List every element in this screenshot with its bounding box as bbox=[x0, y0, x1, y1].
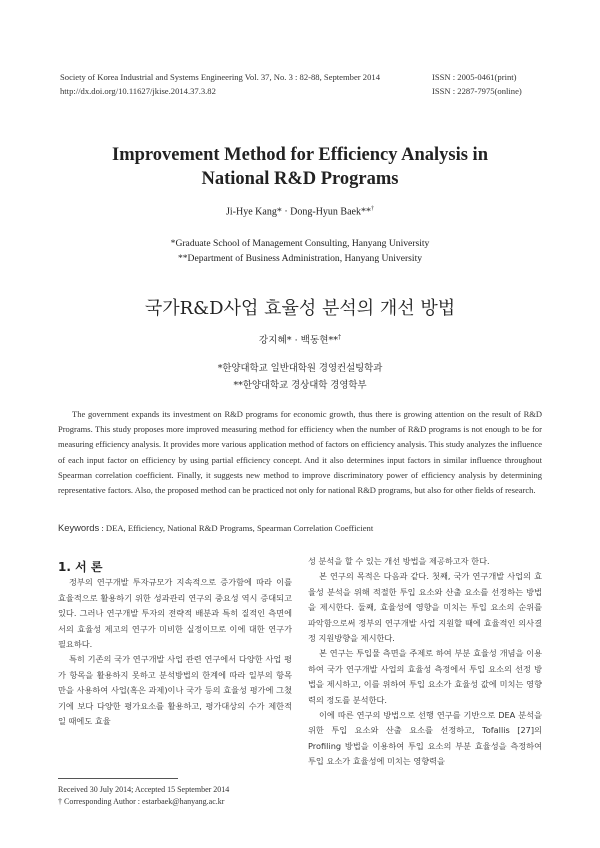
keywords-list: : DEA, Efficiency, National R&D Programs, Spearman Correlation Coefficient bbox=[101, 523, 374, 533]
section-heading-introduction: 1. 서 론 bbox=[58, 560, 103, 574]
journal-citation: Society of Korea Industrial and Systems Engineering Vol. 37, No. 3 : 82-88, September 2014 bbox=[60, 72, 380, 82]
affiliation-english-1: *Graduate School of Management Consulting, Hanyang University bbox=[170, 238, 430, 249]
affiliation-korean-2: **한양대학교 경상대학 경영학부 bbox=[233, 380, 367, 391]
intro-paragraph-2: 특히 기존의 국가 연구개발 사업 관련 연구에서 다양한 사업 평가 항목을 활용하지 못하고 분석방법의 한계에 따라 일부의 항목만을 사용하여 사업(혹은 과제)이나 국가 등의 효율성 평가에 그쳤기에 보다 다양한 평가요소를 활용하고, 평가대상의 수가 제한적일 때에도 효율 bbox=[58, 654, 292, 727]
footnote bbox=[58, 778, 292, 808]
affiliation-english-2: **Department of Business Administration, Hanyang University bbox=[177, 253, 423, 264]
footnote-rule bbox=[58, 778, 178, 779]
right-column bbox=[308, 554, 542, 770]
title-english-line-1: Improvement Method for Efficiency Analysis in bbox=[112, 145, 488, 165]
keywords-label: Keywords bbox=[58, 522, 100, 533]
title-korean: 국가R&D사업 효율성 분석의 개선 방법 bbox=[144, 298, 456, 319]
corresponding-author: † Corresponding Author : estarbaek@hanyang.ac.kr bbox=[58, 797, 225, 806]
authors-english bbox=[60, 206, 540, 217]
affiliation-korean-1: *한양대학교 일반대학원 경영컨설팅학과 bbox=[217, 363, 383, 374]
issn-online: ISSN : 2287-7975(online) bbox=[432, 86, 522, 96]
title-english-line-2: National R&D Programs bbox=[201, 169, 399, 189]
affiliations-korean bbox=[60, 360, 540, 394]
intro-paragraph-1: 정부의 연구개발 투자규모가 지속적으로 증가함에 따라 이를 효율적으로 활용하기 위한 성과관리 연구의 중요성 역시 증대되고 있다. 그러나 연구개발 투자의 전략적 배분과 특히 질적인 측면에서의 효율성 제고의 연구가 미비한 실정이므로 이에 대한 연구가 필요하다. bbox=[58, 577, 292, 650]
intro-paragraph-4: 본 연구는 투입물 측면을 주제로 하여 부분 효율성 개념을 이용하여 국가 연구개발 사업의 효율성 측정에서 투입 요소의 선정 방법을 제시하고, 이를 위하여 투입 요소가 효율성 값에 미치는 영향력의 정도를 분석한다. bbox=[308, 648, 542, 705]
keywords bbox=[58, 522, 542, 533]
journal-header bbox=[60, 70, 540, 98]
intro-paragraph-continued: 성 분석을 할 수 있는 개선 방법을 제공하고자 한다. bbox=[308, 556, 490, 566]
authors-korean bbox=[60, 332, 540, 346]
corresponding-mark: † bbox=[370, 206, 374, 212]
received-dates: Received 30 July 2014; Accepted 15 September 2014 bbox=[58, 785, 230, 794]
intro-paragraph-3: 본 연구의 목적은 다음과 같다. 첫째, 국가 연구개발 사업의 효율성 분석을 위해 적절한 투입 요소와 산출 요소를 선정하는 방법을 제시한다. 둘째, 효율성에 영향을 미치는 투입 요소의 순위를 파악함으로써 정부의 연구개발 사업 지원할 때에 효율적인 의사결정 지원방향을 제시한다. bbox=[308, 571, 542, 644]
issn-print: ISSN : 2005-0461(print) bbox=[432, 72, 517, 82]
intro-paragraph-5: 이에 따른 연구의 방법으로 선행 연구를 기반으로 DEA 분석을 위한 투입 요소와 산출 요소를 선정하고, Tofallis [27]의 Profiling 방법을 이용하여 투입 요소의 부분 효율성을 측정하여 투입 요소가 효율성에 미치는 영향력을 bbox=[308, 710, 542, 767]
doi-link[interactable]: http://dx.doi.org/10.11627/jkise.2014.37.3.82 bbox=[60, 86, 216, 96]
left-column bbox=[58, 560, 292, 729]
affiliations-english bbox=[60, 236, 540, 266]
corresponding-mark-korean: † bbox=[338, 333, 342, 341]
abstract: The government expands its investment on R&D programs for economic growth, thus there is growing attention on the result of R&D Programs. This study proposes more improved measuring method for efficiency when the number of R&D programs is not enough to be for measuring efficiency analysis. It provides more various application method of factors on efficiency analysis. This study analyzes the influence of each input factor on efficiency by using partial efficiency concept. And it also determines input factors in similar influence throughout Spearman correlation coefficient. Finally, it suggests new method to improve discriminatory power of efficiency analysis by determining representative factors. Also, the proposed method can be practiced not only for national R&D programs, but also for other fields of research. bbox=[58, 409, 542, 496]
title-english bbox=[60, 143, 540, 191]
authors-english-names: Ji-Hye Kang* · Dong-Hyun Baek** bbox=[226, 206, 371, 218]
authors-korean-names: 강지혜* · 백동현** bbox=[258, 335, 339, 346]
